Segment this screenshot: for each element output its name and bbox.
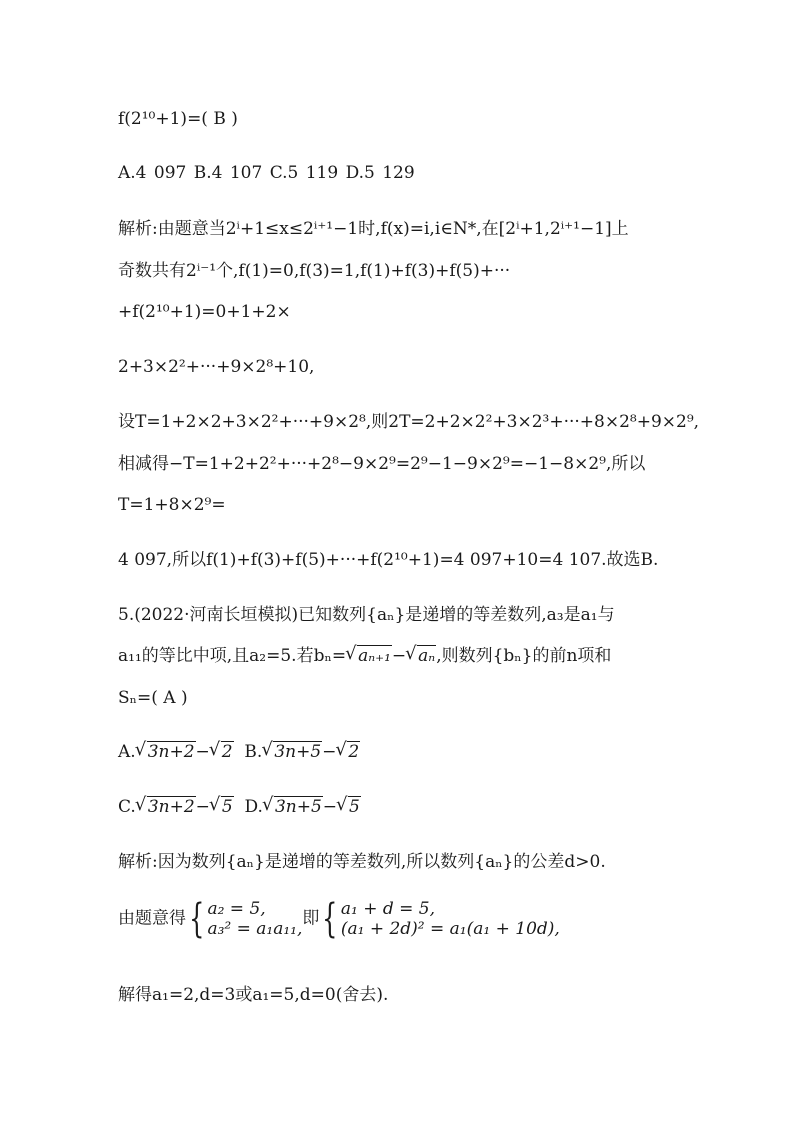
option-a-sqrt-1: √ 3n+2 [136, 740, 196, 764]
solution-line-6: 相减得−T=1+2+2²+···+2⁸−9×2⁹=2⁹−1−9×2⁹=−1−8×2⁹,所以 [118, 454, 646, 474]
option-c-label: C. [118, 797, 136, 817]
question-5-stem-2 [118, 644, 611, 668]
question-5-options-cd [118, 795, 361, 819]
option-c-sqrt-1: √ 3n+2 [136, 795, 196, 819]
left-brace-2: { [322, 895, 338, 942]
system-2-eq-2: (a₁ + 2d)² = a₁(a₁ + 10d), [340, 918, 560, 939]
solution-5-line-3: 解得a₁=2,d=3或a₁=5,d=0(舍去). [118, 985, 389, 1005]
sqrt-a-n: √ aₙ [406, 644, 436, 668]
sqrt-a-n-plus-1: √ aₙ₊₁ [346, 644, 392, 668]
solution-line-5: 设T=1+2×2+3×2²+···+9×2⁸,则2T=2+2×2²+3×2³+···+8×2⁸+9×2⁹, [118, 412, 700, 432]
option-c-sqrt-2: √ 5 [210, 795, 234, 819]
solution-line-4: 2+3×2²+···+9×2⁸+10, [118, 357, 315, 377]
option-b-label: B. [233, 742, 263, 762]
solution-5-line-1: 解析:因为数列{aₙ}是递增的等差数列,所以数列{aₙ}的公差d>0. [118, 852, 606, 872]
option-a-label: A. [118, 742, 136, 762]
q5-text-a: a₁₁的等比中项,且a₂=5.若bₙ= [118, 646, 347, 666]
minus-sign: − [322, 797, 338, 817]
system-2 [341, 899, 560, 939]
solution-line-1: 解析:由题意当2ⁱ+1≤x≤2ⁱ⁺¹−1时,f(x)=i,i∈N*,在[2ⁱ+1,2ⁱ⁺¹−1]上 [118, 219, 629, 239]
system-connector: 即 [302, 908, 320, 929]
option-b-sqrt-2: √ 2 [336, 740, 360, 764]
system-1 [207, 899, 302, 939]
option-d-sqrt-2: √ 5 [337, 795, 361, 819]
solution-line-3: +f(2¹⁰+1)=0+1+2× [118, 302, 291, 322]
minus-sign: − [195, 742, 210, 762]
left-brace-1: { [189, 895, 205, 942]
minus-sign: − [391, 646, 407, 666]
question-5-stem-1: 5.(2022·河南长垣模拟)已知数列{aₙ}是递增的等差数列,a₃是a₁与 [118, 605, 615, 625]
question-5-options-ab [118, 740, 360, 764]
minus-sign: − [322, 742, 337, 762]
solution-line-7: T=1+8×2⁹= [118, 495, 226, 515]
question-4-stem: f(2¹⁰+1)=( B ) [118, 109, 238, 129]
option-b-sqrt-1: √ 3n+5 [262, 740, 322, 764]
system-2-eq-1: a₁ + d = 5, [340, 898, 435, 919]
system-intro: 由题意得 [118, 908, 186, 929]
question-5-stem-3: Sₙ=( A ) [118, 688, 188, 708]
minus-sign: − [195, 797, 210, 817]
system-1-eq-1: a₂ = 5, [207, 898, 266, 919]
q5-text-e: ,则数列{bₙ}的前n项和 [436, 646, 612, 666]
system-1-eq-2: a₃² = a₁a₁₁, [207, 918, 303, 939]
solution-5-system [118, 895, 560, 942]
question-4-options: A.4 097 B.4 107 C.5 119 D.5 129 [118, 163, 415, 183]
solution-line-8: 4 097,所以f(1)+f(3)+f(5)+···+f(2¹⁰+1)=4 097+10=4 107.故选B. [118, 550, 659, 570]
solution-line-2: 奇数共有2ⁱ⁻¹个,f(1)=0,f(3)=1,f(1)+f(3)+f(5)+··· [118, 261, 511, 281]
option-d-sqrt-1: √ 3n+5 [263, 795, 323, 819]
option-a-sqrt-2: √ 2 [210, 740, 234, 764]
option-d-label: D. [233, 797, 263, 817]
